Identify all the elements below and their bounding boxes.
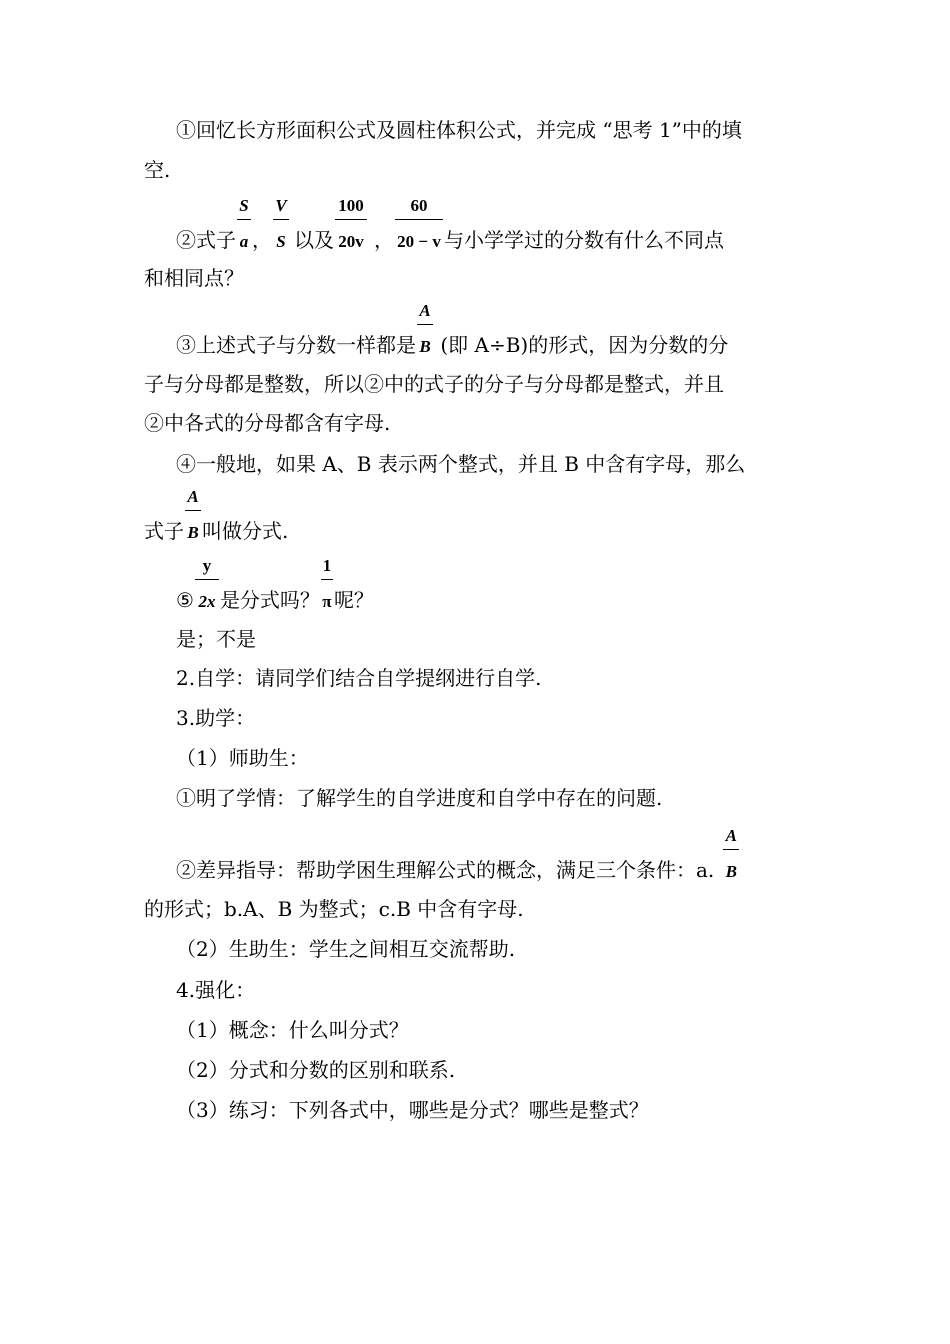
paragraph-5 [176,556,374,612]
fraction-bar [417,324,433,325]
section-4-item-3: （3）练习：下列各式中，哪些是分式？哪些是整式？ [176,1098,649,1122]
fraction-numerator: S [239,196,249,215]
paragraph-4-prefix: 式子 [144,519,184,543]
fraction-a-over-b [184,487,202,543]
fraction-a-over-b [722,826,740,882]
section-3-item-2: （2）生助生：学生之间相互交流帮助. [176,937,516,961]
fraction-numerator: 100 [338,196,364,215]
paragraph-3-prefix: ③上述式子与分数一样都是 [176,333,416,357]
fraction-y-over-2x [194,556,220,612]
fraction-s-over-a [236,196,252,252]
fraction-bar [321,579,333,580]
paragraph-2-suffix: 与小学学过的分数有什么不同点 [444,228,724,252]
paragraph-3-suffix: (即 A÷B)的形式，因为分数的分 [434,333,729,357]
paragraph-1-line-1: ①回忆长方形面积公式及圆柱体积公式，并完成 “思考 1”中的填 [176,118,742,142]
paragraph-5-prefix: ⑤ [176,588,194,612]
fraction-denominator: π [322,592,332,611]
fraction-numerator: y [202,556,212,575]
separator: ， [374,228,394,252]
fraction-denominator: 2x [198,592,216,611]
paragraph-5-suffix: 呢？ [333,588,374,612]
section-4-item-1: （1）概念：什么叫分式？ [176,1018,409,1042]
section-4-heading: 4.强化： [176,978,256,1002]
fraction-v-over-s [272,196,290,252]
fraction-bar [395,219,443,220]
paragraph-2-line-1 [176,196,724,252]
paragraph-2-line-2: 和相同点？ [144,266,244,290]
paragraph-4-line-1: ④一般地，如果 A、B 表示两个整式，并且 B 中含有字母，那么 [176,452,746,476]
fraction-numerator: A [725,826,737,845]
section-4-item-2: （2）分式和分数的区别和联系. [176,1058,456,1082]
fraction-100-over-20v [334,196,368,252]
paragraph-1-line-2: 空. [144,158,171,182]
section-3-item-1b-line-2: 的形式；b.A、B 为整式；c.B 中含有字母. [144,897,524,921]
section-2: 2.自学：请同学们结合自学提纲进行自学. [176,666,542,690]
fraction-1-over-pi [320,556,334,612]
fraction-a-over-b [416,301,434,357]
fraction-denominator: B [725,862,737,881]
fraction-bar [237,219,251,220]
fraction-numerator: 1 [322,556,332,575]
section-3-item-1: （1）师助生： [176,746,309,770]
fraction-denominator: B [187,523,199,542]
fraction-bar [195,579,219,580]
fraction-denominator: 20v [338,232,364,251]
fraction-numerator: V [275,196,287,215]
paragraph-3-line-2: 子与分母都是整数，所以②中的式子的分子与分母都是整式，并且 [144,372,724,396]
paragraph-3-line-1 [176,301,729,357]
fraction-denominator: a [239,232,249,251]
fraction-numerator: A [187,487,199,506]
paragraph-3-line-3: ②中各式的分母都含有字母. [144,411,391,435]
fraction-denominator: S [276,232,286,251]
separator: ， [252,228,272,252]
paragraph-2-prefix: ②式子 [176,228,236,252]
section-3-item-1b-prefix: ②差异指导：帮助学困生理解公式的概念，满足三个条件：a. [176,858,715,882]
fraction-60-over-20-minus-v [394,196,444,252]
fraction-denominator: 20 − v [397,232,441,251]
fraction-bar [273,219,289,220]
answer-line: 是；不是 [176,627,256,651]
paragraph-5-mid: 是分式吗？ [219,588,320,612]
fraction-numerator: 60 [410,196,428,215]
section-3-item-1a: ①明了学情：了解学生的自学进度和自学中存在的问题. [176,786,663,810]
paragraph-4-line-2 [144,487,289,543]
paragraph-4-suffix: 叫做分式. [202,519,289,543]
fraction-denominator: B [419,337,431,356]
section-3-heading: 3.助学： [176,706,256,730]
separator: 以及 [294,228,334,252]
fraction-bar [335,219,367,220]
fraction-numerator: A [419,301,431,320]
section-3-item-1b-line-1 [176,826,740,882]
fraction-bar [185,510,201,511]
fraction-bar [723,849,739,850]
